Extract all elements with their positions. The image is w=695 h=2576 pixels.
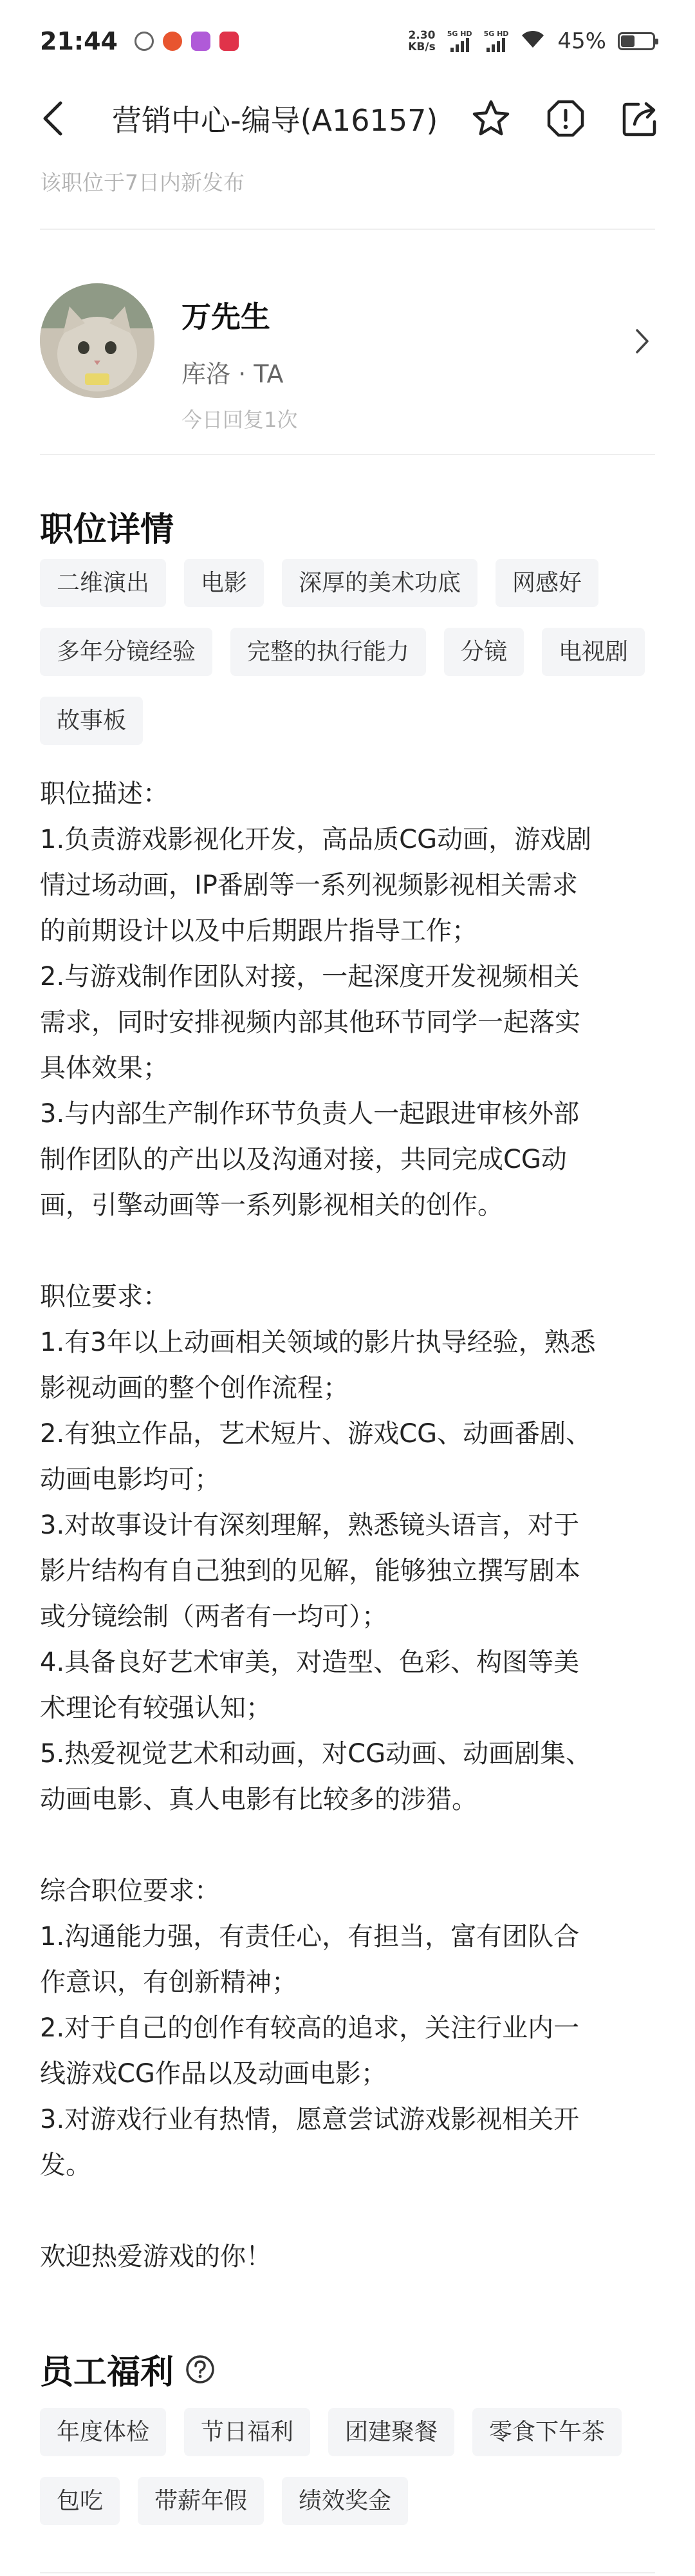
benefit-tag: 包吃 bbox=[40, 2477, 120, 2525]
network-speed-value: 2.30 bbox=[408, 29, 436, 42]
recruiter-name: 万先生 bbox=[181, 299, 270, 334]
job-tag: 深厚的美术功底 bbox=[282, 559, 477, 607]
benefits-title: 员工福利 bbox=[40, 2353, 174, 2392]
signal-icon bbox=[447, 30, 472, 52]
divider bbox=[40, 454, 655, 455]
wifi-icon bbox=[520, 28, 546, 54]
sim2-label: 5G HD bbox=[483, 30, 509, 38]
benefit-tag: 零食下午茶 bbox=[472, 2408, 622, 2456]
benefits-header bbox=[40, 2345, 215, 2393]
page-title: 营销中心-编导(A16157) bbox=[112, 103, 438, 138]
benefit-tags bbox=[40, 2408, 655, 2525]
job-tag: 电影 bbox=[184, 559, 264, 607]
app-notification-icon bbox=[191, 32, 210, 51]
status-time: 21:44 bbox=[40, 27, 118, 55]
app-notification-icon bbox=[219, 32, 239, 51]
network-speed bbox=[408, 30, 435, 53]
job-tag: 电视剧 bbox=[542, 628, 645, 676]
job-details-title: 职位详情 bbox=[40, 511, 174, 549]
benefit-tag: 节日福利 bbox=[184, 2408, 310, 2456]
chevron-right-icon[interactable] bbox=[629, 322, 655, 361]
app-notification-icon bbox=[134, 32, 154, 51]
battery-percent: 45% bbox=[557, 28, 606, 54]
battery-icon bbox=[618, 32, 655, 50]
status-app-icons bbox=[134, 32, 239, 51]
network-speed-unit: KB/s bbox=[408, 41, 436, 53]
star-icon[interactable] bbox=[471, 99, 511, 138]
status-bar bbox=[0, 0, 695, 82]
benefit-tag: 年度体检 bbox=[40, 2408, 166, 2456]
avatar[interactable] bbox=[40, 283, 154, 398]
alert-icon[interactable] bbox=[546, 99, 586, 138]
share-icon[interactable] bbox=[620, 99, 660, 138]
job-tag: 二维演出 bbox=[40, 559, 166, 607]
recruiter-reply-count: 今日回复1次 bbox=[181, 408, 298, 432]
job-tag: 故事板 bbox=[40, 697, 143, 745]
recruiter-card[interactable] bbox=[40, 283, 655, 431]
signal-icon bbox=[484, 30, 509, 52]
benefit-tag: 团建聚餐 bbox=[328, 2408, 454, 2456]
job-tag: 完整的执行能力 bbox=[230, 628, 426, 676]
benefit-tag: 绩效奖金 bbox=[282, 2477, 408, 2525]
divider bbox=[40, 229, 655, 230]
job-tag: 分镜 bbox=[444, 628, 524, 676]
publish-notice: 该职位于7日内新发布 bbox=[40, 170, 245, 195]
nav-bar bbox=[0, 82, 695, 155]
job-description: 职位描述： 1.负责游戏影视化开发，高品质CG动画，游戏剧 情过场动画，IP番剧等一系列视频影视相关需求 的前期设计以及中后期跟片指导工作； 2.与游戏制作团队对接，一起深度开发视频相关 需求，同时安排视频内部其他环节同学一起落实 具体效果； 3.与内部生产制作环节负责人一起跟进审核外部 制作团队的产出以及沟通对接，共同完成CG动 画，引擎动画等一系列影视相关的创作。 职位要求： 1.有3年以上动画相关领域的影片执导经验，熟悉 影视动画的整个创作流程； 2.有独立作品，艺术短片、游戏CG、动画番剧、 动画电影均可； 3.对故事设计有深刻理解，熟悉镜头语言，对于 影片结构有自己独到的见解，能够独立撰写剧本 或分镜绘制（两者有一均可）； 4.具备良好艺术审美，对造型、色彩、构图等美 术理论有较强认知； 5.热爱视觉艺术和动画，对CG动画、动画剧集、 动画电影、真人电影有比较多的涉猎。 综合职位要求： 1.沟通能力强，有责任心，有担当，富有团队合 作意识，有创新精神； 2.对于自己的创作有较高的追求，关注行业内一 线游戏CG作品以及动画电影； 3.对游戏行业有热情，愿意尝试游戏影视相关开 发。 欢迎热爱游戏的你！ bbox=[40, 779, 596, 2271]
sim1-label: 5G HD bbox=[447, 30, 472, 38]
job-tag: 多年分镜经验 bbox=[40, 628, 212, 676]
question-circle-icon[interactable] bbox=[185, 2355, 215, 2384]
app-notification-icon bbox=[163, 32, 182, 51]
recruiter-company: 库洛 · TA bbox=[181, 360, 284, 388]
benefit-tag: 带薪年假 bbox=[138, 2477, 264, 2525]
job-tag: 网感好 bbox=[496, 559, 598, 607]
back-arrow-icon[interactable] bbox=[40, 99, 79, 138]
job-tags bbox=[40, 559, 655, 745]
divider bbox=[40, 2572, 655, 2573]
